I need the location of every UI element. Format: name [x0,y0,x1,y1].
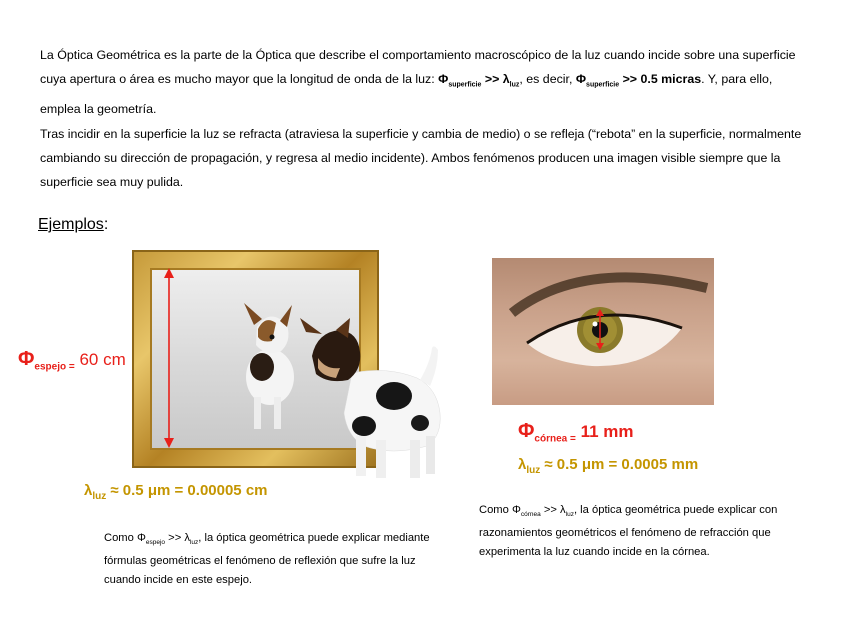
eye-drawing [492,258,714,405]
mirror-caption: Como $\Phi_{espejo} >> \lambda_{luz}$, la óptica geométrica puede explicar mediante fórmulas geométricas el fenómeno de reflexión que sufre la luz cuando incide en este espejo. [104,532,430,587]
refraction-paragraph: Tras incidir en la superficie la luz se refracta (atraviesa la superficie y cambia de medio) o se refleja (“rebota” en la superficie, normalmente cambiando su dirección de propagación, y regresa al medio incidente). Ambos fenómenos producen una imagen visible siempre que la superficie sea muy pulida. [40,127,802,189]
eye-image [492,258,714,405]
mirror-size-arrow [163,268,175,448]
mirror-wavelength-label: $\lambda_{luz} \approx 0.5$ μm = 0.00005 cm [84,482,268,502]
dog-image [292,318,462,483]
cornea-wavelength-label: $\lambda_{luz} \approx 0.5$ μm = 0.0005 mm [518,456,699,476]
cornea-caption: Como $\Phi_{córnea} >> \lambda_{luz}$, la óptica geométrica puede explicar con razonamientos geométricos el fenómeno de refracción que experimenta la luz cuando incide en la córnea. [479,504,778,559]
phi-symbol: Φ [438,72,449,86]
lambda-symbol: λ [502,72,510,86]
cornea-diameter-label: $\Phi_{córnea =}$ 11 mm [518,420,634,445]
mirror-diameter-label: $\Phi_{espejo =}$ 60 cm [18,348,126,373]
examples-heading: Ejemplos: [38,216,109,233]
intro-paragraph: La Óptica Geométrica es la parte de la Óptica que describe el comportamiento macroscópico de la luz cuando incide sobre una superficie cuya apertura o área es mucho mayor que la longitud de onda de la luz: $\Phi_{superficie} >> \lambda_{luz}$, es decir, $\Phi_{superficie} >> 0.5$ micras. Y, para ello, emplea la geometría. [40,48,796,117]
